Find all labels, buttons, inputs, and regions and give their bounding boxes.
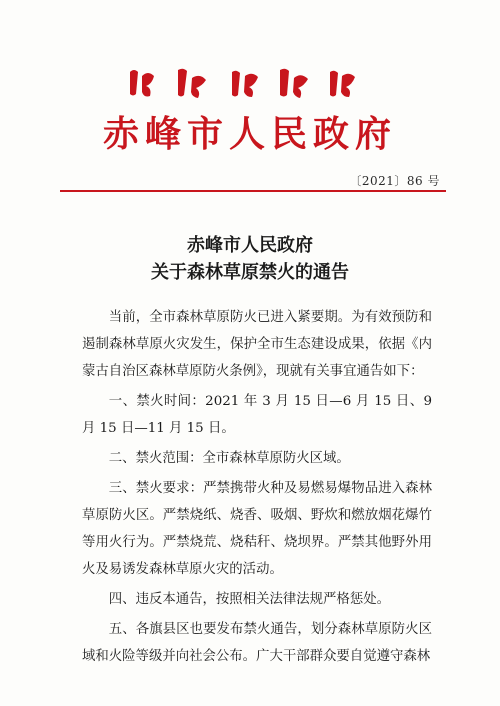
paragraph-ban-scope: 二、禁火范围：全市森林草原防火区域。 xyxy=(108,451,350,466)
paragraph-intro: 当前，全市森林草原防火已进入紧要期。为有效预防和遏制森林草原火灾发生，保护全市生态建设成果，依据《内蒙古自治区森林草原防火条例》，现就有关事宜通告如下： xyxy=(82,310,432,379)
paragraph-county-notices: 五、各旗县区也要发布禁火通告，划分森林草原防火区域和火险等级并向社会公布。广大干部群众要自觉遵守森林 xyxy=(82,622,432,664)
government-name-heading: 赤峰市人民政府 xyxy=(102,113,397,155)
red-divider-rule xyxy=(60,190,446,192)
paragraph-ban-requirements: 三、禁火要求：严禁携带火种及易燃易爆物品进入森林草原防火区。严禁烧纸、烧香、吸烟、野炊和燃放烟花爆竹等用火行为。严禁烧荒、烧秸秆、烧坝界。严禁其他野外用火及易诱发森林草原火灾的活动。 xyxy=(82,481,432,577)
mongolian-script-heading xyxy=(120,64,380,104)
notice-title-line-2: 关于森林草原禁火的通告 xyxy=(151,262,349,283)
paragraph-penalties: 四、违反本通告，按照相关法律法规严格惩处。 xyxy=(108,592,390,607)
paragraph-ban-period: 一、禁火时间：2021 年 3 月 15 日—6 月 15 日、9 月 15 日—11 月 15 日。 xyxy=(82,394,432,436)
notice-title xyxy=(0,232,500,286)
notice-body xyxy=(82,304,432,673)
document-number: 〔2021〕86 号 xyxy=(349,174,440,188)
mongolian-script-graphic xyxy=(120,64,380,104)
notice-title-line-1: 赤峰市人民政府 xyxy=(187,235,313,256)
